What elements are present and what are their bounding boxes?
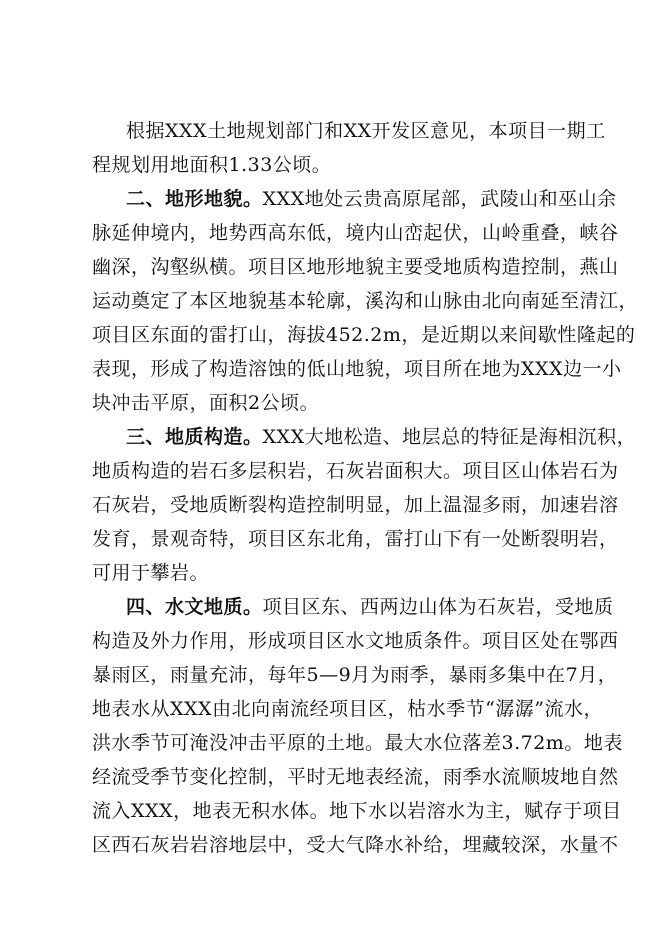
paragraph-1-line-2-text: 程规划用地面积1.33公顷。 <box>92 154 332 176</box>
paragraph-2-line-3-text: 幽深，沟壑纵横。项目区地形地貌主要受地质构造控制，燕山 <box>92 256 619 278</box>
paragraph-4-line-1 <box>126 590 614 624</box>
paragraph-1-line-1-text: 根据XXX土地规划部门和XX开发区意见，本项目一期工 <box>126 120 606 142</box>
paragraph-2-line-7 <box>92 386 582 420</box>
paragraph-2-line-5 <box>92 318 636 352</box>
paragraph-3-line-3-text: 石灰岩，受地质断裂构造控制明显，加上温湿多雨，加速岩溶 <box>92 494 619 516</box>
paragraph-4-line-5-text: 洪水季节可淹没冲击平原的土地。最大水位落差3.72m。地表 <box>92 732 623 754</box>
paragraph-2-line-1-text: XXX地处云贵高原尾部，武陵山和巫山余 <box>262 188 617 210</box>
paragraph-4-line-7 <box>92 794 622 828</box>
paragraph-3-line-3 <box>92 488 619 522</box>
section-heading-terrain: 二、地形地貌。 <box>126 188 263 210</box>
paragraph-3-line-2-text: 地质构造的岩石多层积岩，石灰岩面积大。项目区山体岩石为 <box>92 460 619 482</box>
paragraph-3-line-5-text: 可用于攀岩。 <box>92 562 210 584</box>
paragraph-2-line-6-text: 表现，形成了构造溶蚀的低山地貌，项目所在地为XXX边一小 <box>92 358 622 380</box>
paragraph-4-line-7-text: 流入XXX，地表无积水体。地下水以岩溶水为主，赋存于项目 <box>92 800 622 822</box>
paragraph-4-line-6-text: 经流受季节变化控制，平时无地表经流，雨季水流顺坡地自然 <box>92 766 619 788</box>
paragraph-1-line-1 <box>126 114 606 148</box>
paragraph-4-line-2-text: 构造及外力作用，形成项目区水文地质条件。项目区处在鄂西 <box>92 630 619 652</box>
paragraph-4-line-4 <box>92 692 604 726</box>
section-heading-hydrology: 四、水文地质。 <box>126 596 263 618</box>
paragraph-4-line-8-text: 区西石灰岩岩溶地层中，受大气降水补给，埋藏较深，水量不 <box>92 834 619 856</box>
paragraph-4-line-4-text: 地表水从XXX由北向南流经项目区，枯水季节“潺潺”流水， <box>92 698 604 720</box>
paragraph-2-line-4-text: 运动奠定了本区地貌基本轮廓，溪沟和山脉由北向南延至清江， <box>92 290 639 312</box>
paragraph-4-line-6 <box>92 760 619 794</box>
paragraph-2-line-1 <box>126 182 617 216</box>
paragraph-3-line-2 <box>92 454 619 488</box>
paragraph-2-line-5-text: 项目区东面的雷打山，海拔452.2m，是近期以来间歇性隆起的 <box>92 324 636 346</box>
paragraph-2-line-6 <box>92 352 622 386</box>
section-heading-geology: 三、地质构造。 <box>126 426 263 448</box>
paragraph-3-line-1 <box>126 420 637 454</box>
paragraph-3-line-5 <box>92 556 582 590</box>
paragraph-2-line-3 <box>92 250 619 284</box>
paragraph-4-line-3 <box>92 658 618 692</box>
paragraph-4-line-8 <box>92 828 619 862</box>
paragraph-3-line-4 <box>92 522 619 556</box>
paragraph-3-line-4-text: 发育，景观奇特，项目区东北角，雷打山下有一处断裂明岩， <box>92 528 619 550</box>
paragraph-4-line-2 <box>92 624 619 658</box>
paragraph-4-line-1-text: 项目区东、西两边山体为石灰岩，受地质 <box>262 596 614 618</box>
paragraph-3-line-1-text: XXX大地松造、地层总的特征是海相沉积， <box>262 426 637 448</box>
paragraph-2-line-2 <box>92 216 619 250</box>
paragraph-2-line-7-text: 块冲击平原，面积2公顷。 <box>92 392 320 414</box>
paragraph-2-line-4 <box>92 284 639 318</box>
paragraph-2-line-2-text: 脉延伸境内，地势西高东低，境内山峦起伏，山岭重叠，峡谷 <box>92 222 619 244</box>
paragraph-4-line-3-text: 暴雨区，雨量充沛，每年5—9月为雨季，暴雨多集中在7月， <box>92 664 618 686</box>
paragraph-4-line-5 <box>92 726 623 760</box>
paragraph-1-line-2 <box>92 148 582 182</box>
